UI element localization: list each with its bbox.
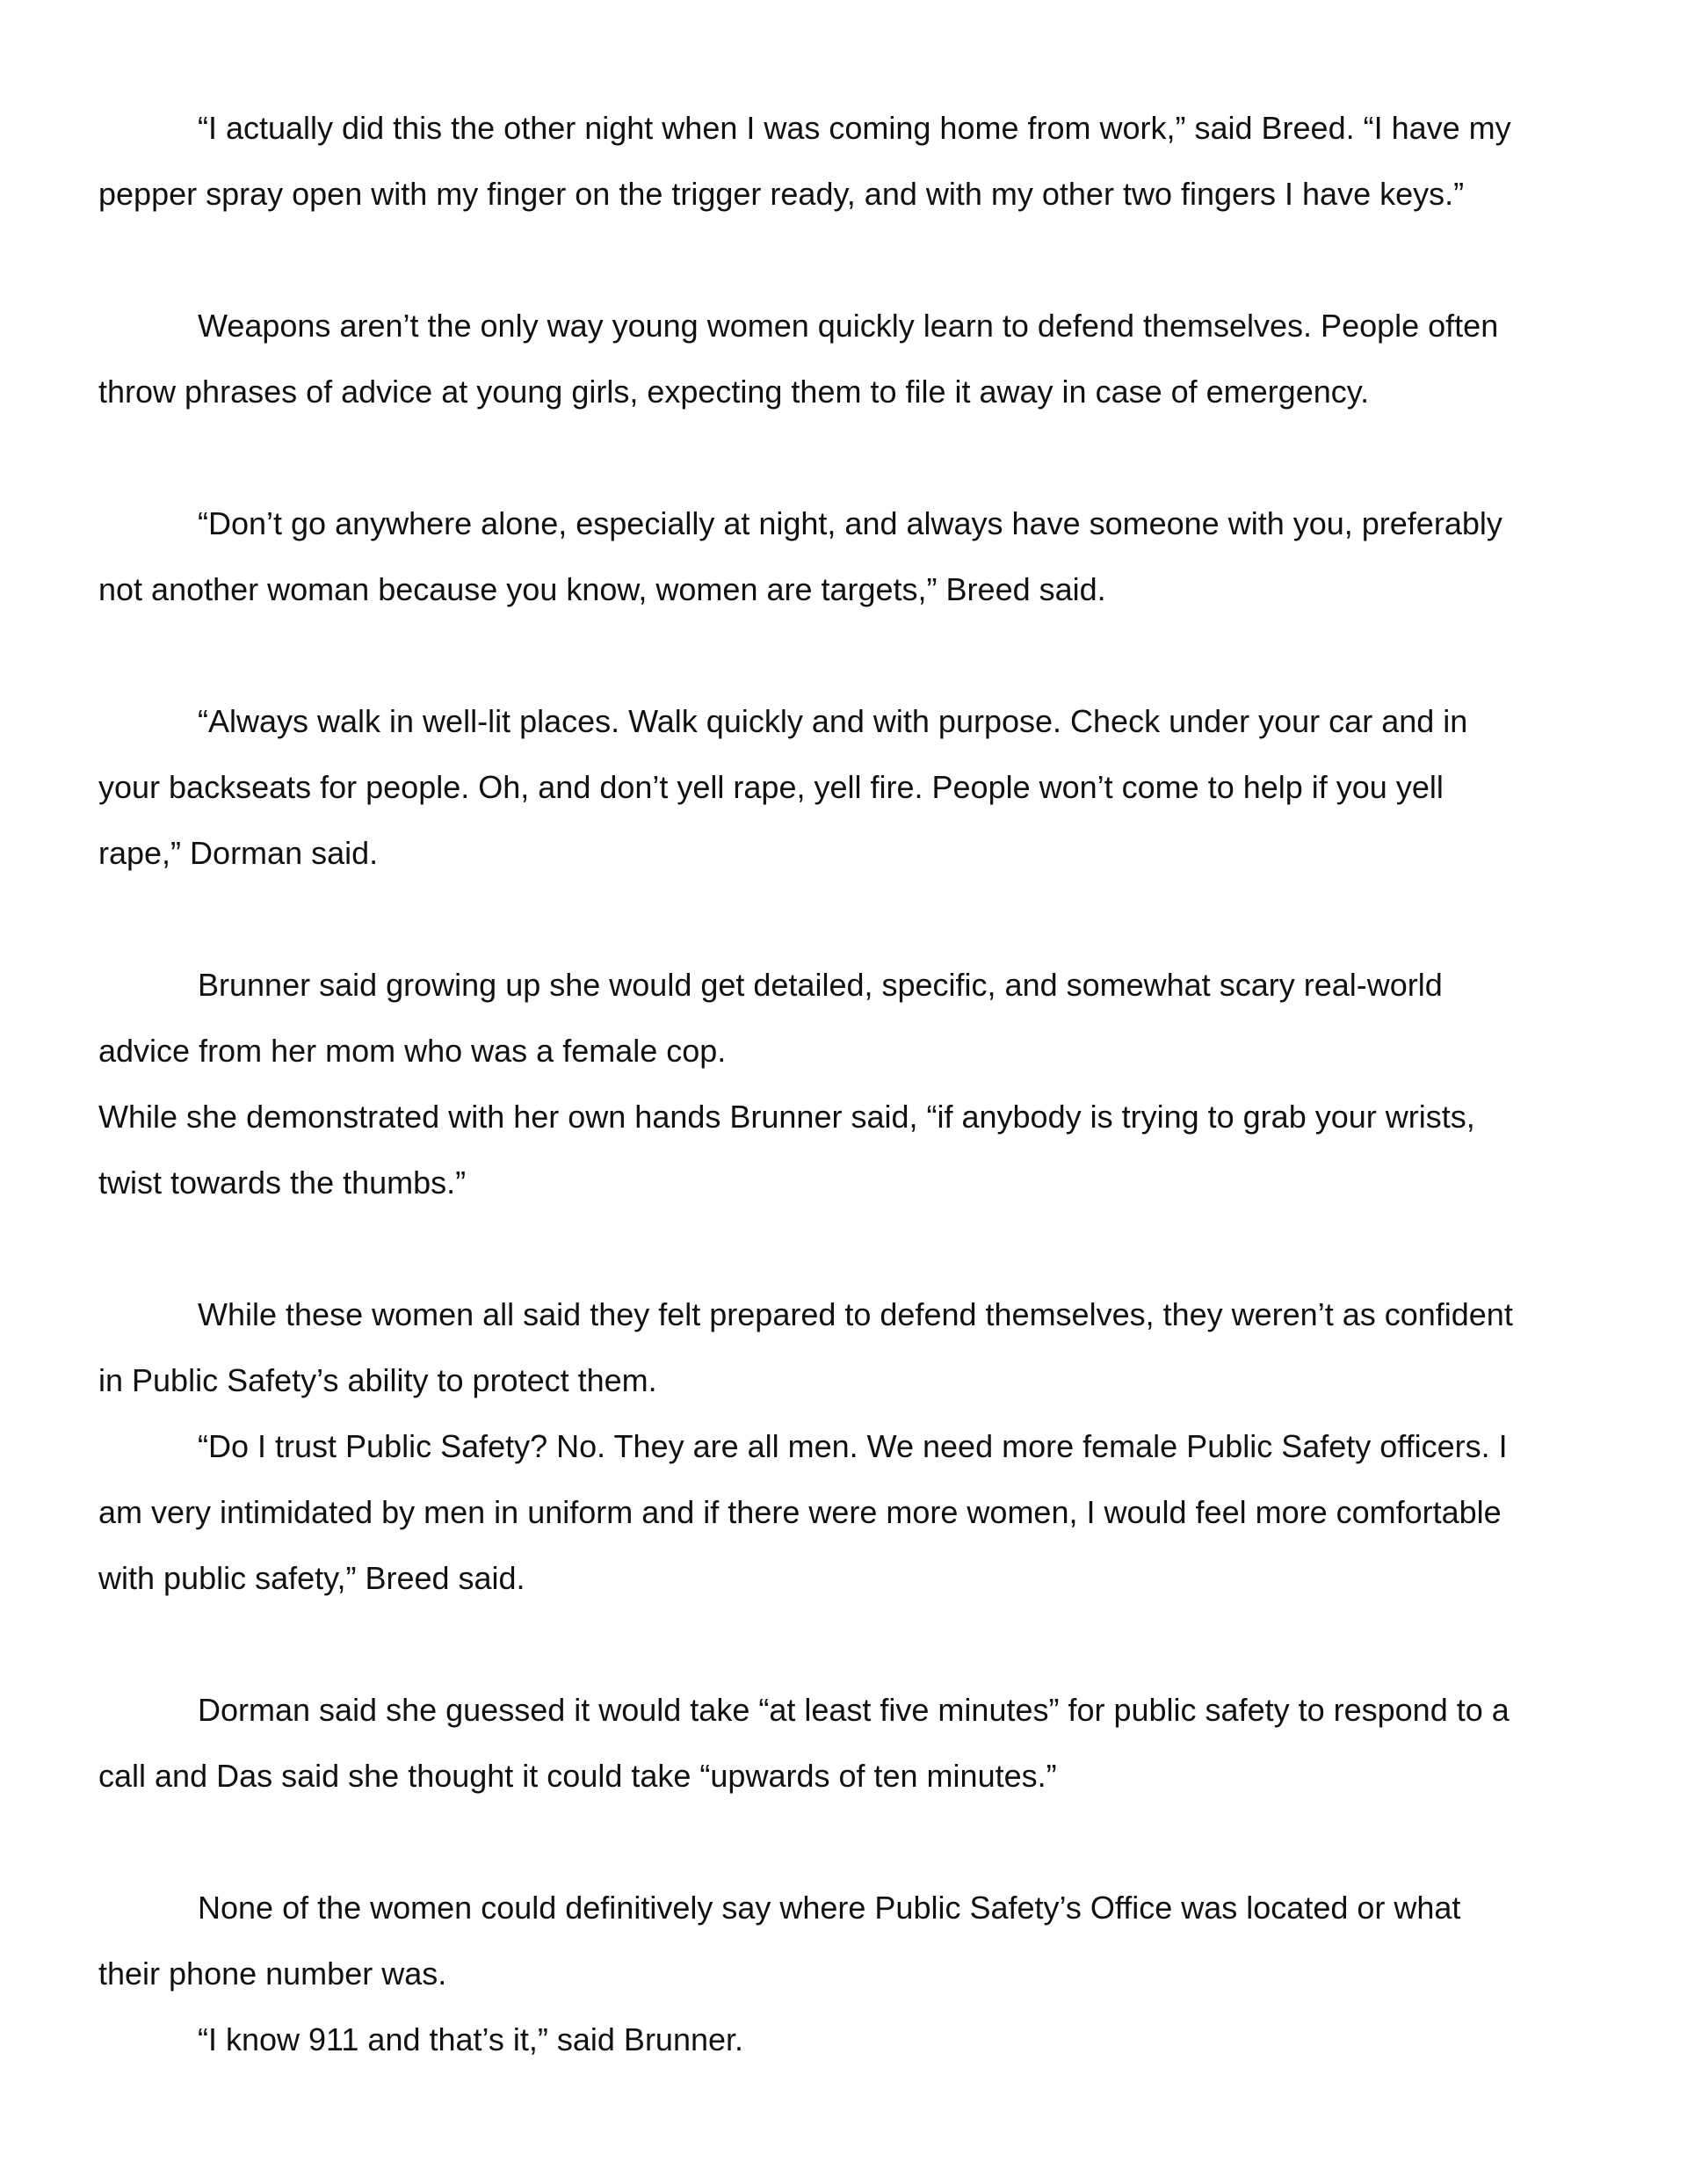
paragraph-gap [98,1215,1592,1281]
paragraph-gap [98,622,1592,688]
text-line: in Public Safety’s ability to protect them. [98,1362,657,1398]
text-line: throw phrases of advice at young girls, expecting them to file it away in case of emergency. [98,374,1370,410]
paragraph-brunner-demonstration [98,1084,1592,1215]
paragraph-gap [98,886,1592,952]
text-line: “I actually did this the other night when I was coming home from work,” said Breed. “I have my [198,110,1511,146]
paragraph-well-lit-places [98,688,1592,886]
paragraph-trust-public-safety [98,1413,1592,1611]
paragraph-gap [98,227,1592,293]
text-line: Weapons aren’t the only way young women quickly learn to defend themselves. People often [198,308,1499,344]
text-line: “Always walk in well-lit places. Walk quickly and with purpose. Check under your car and in [198,703,1468,739]
paragraph-gap [98,1611,1592,1677]
paragraph-breed-pepper-spray [98,95,1592,227]
text-line: advice from her mom who was a female cop. [98,1033,727,1069]
text-line: call and Das said she thought it could take “upwards of ten minutes.” [98,1758,1057,1794]
text-line: not another woman because you know, women are targets,” Breed said. [98,571,1106,607]
text-line: with public safety,” Breed said. [98,1560,525,1596]
text-line: am very intimidated by men in uniform and if there were more women, I would feel more comfortable [98,1494,1502,1530]
text-line: pepper spray open with my finger on the trigger ready, and with my other two fingers I have keys.” [98,176,1465,212]
paragraph-dont-go-alone [98,490,1592,622]
text-line: “I know 911 and that’s it,” said Brunner. [198,2021,744,2057]
paragraph-response-time [98,1677,1592,1809]
text-line: “Don’t go anywhere alone, especially at night, and always have someone with you, preferably [198,505,1502,541]
document-page [98,95,1592,2072]
text-line: Brunner said growing up she would get detailed, specific, and somewhat scary real-world [198,967,1443,1003]
paragraph-gap [98,1809,1592,1875]
text-line: twist towards the thumbs.” [98,1165,467,1201]
paragraph-weapons [98,293,1592,424]
text-line: rape,” Dorman said. [98,835,379,871]
text-line: their phone number was. [98,1955,447,1992]
text-line: While these women all said they felt prepared to defend themselves, they weren’t as confident [198,1296,1513,1332]
paragraph-brunner-advice [98,952,1592,1084]
text-line: “Do I trust Public Safety? No. They are all men. We need more female Public Safety officers. I [198,1428,1508,1464]
text-line: While she demonstrated with her own hands Brunner said, “if anybody is trying to grab your wrists, [98,1099,1475,1135]
text-line: Dorman said she guessed it would take “at least five minutes” for public safety to respond to a [198,1692,1510,1728]
paragraph-prepared-defend [98,1281,1592,1413]
text-line: your backseats for people. Oh, and don’t yell rape, yell fire. People won’t come to help if you yell [98,769,1444,805]
paragraph-gap [98,424,1592,490]
paragraph-know-911 [98,2006,1592,2072]
text-line: None of the women could definitively say where Public Safety’s Office was located or what [198,1890,1461,1926]
paragraph-office-location [98,1875,1592,2006]
